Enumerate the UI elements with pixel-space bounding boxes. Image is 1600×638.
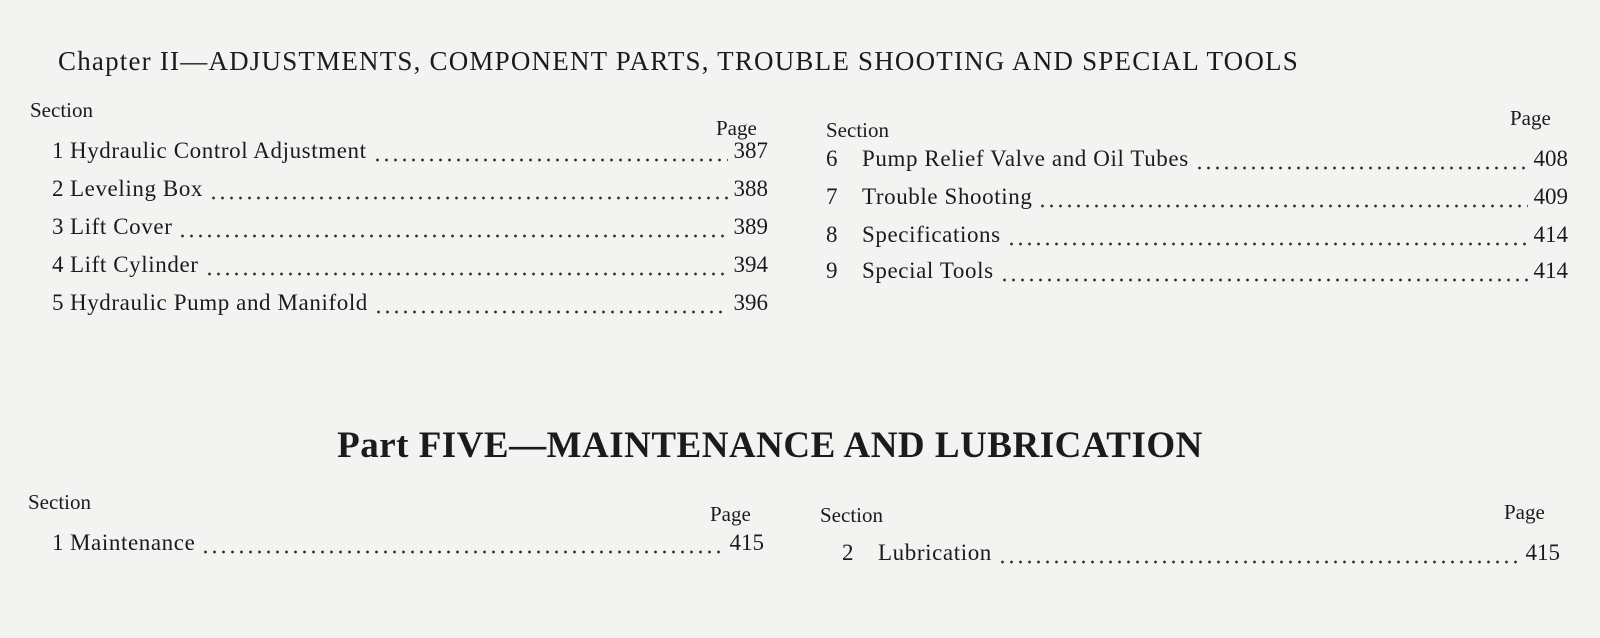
section-number: 1 <box>52 138 64 163</box>
section-number: 9 <box>826 258 838 283</box>
dot-leader <box>373 157 728 163</box>
page-number: 388 <box>733 176 768 201</box>
section-title: Trouble Shooting <box>862 184 1033 209</box>
section-title: Lift Cover <box>70 214 173 239</box>
section-number: 2 <box>842 540 854 565</box>
page-number: 389 <box>733 214 768 239</box>
section-title: Lift Cylinder <box>70 252 199 277</box>
section-number: 8 <box>826 222 838 247</box>
dot-leader <box>1195 165 1528 171</box>
section-title: Leveling Box <box>70 176 204 201</box>
dot-leader <box>1000 277 1528 283</box>
section-title: Hydraulic Pump and Manifold <box>70 290 368 315</box>
dot-leader <box>209 195 727 201</box>
dot-leader <box>201 549 723 555</box>
section-number: 5 <box>52 290 64 315</box>
page-number: 409 <box>1533 184 1568 209</box>
section-header-right: Section <box>820 503 883 527</box>
section-title: Special Tools <box>862 258 994 283</box>
dot-leader <box>1038 203 1527 209</box>
page-header-left: Page <box>716 116 757 140</box>
section-number: 7 <box>826 184 838 209</box>
part-title: Part FIVE—MAINTENANCE AND LUBRICATION <box>337 425 1203 466</box>
page-number: 387 <box>733 138 768 163</box>
page-number: 408 <box>1533 146 1568 171</box>
page-header-right: Page <box>1510 106 1551 130</box>
toc-entry[interactable] <box>826 222 1568 252</box>
page-number: 414 <box>1533 258 1568 283</box>
dot-leader <box>1007 241 1528 247</box>
section-header-right: Section <box>826 118 889 142</box>
toc-entry[interactable] <box>826 146 1568 176</box>
dot-leader <box>374 309 728 315</box>
page-header-left: Page <box>710 502 751 526</box>
section-title: Pump Relief Valve and Oil Tubes <box>862 146 1189 171</box>
toc-entry[interactable] <box>34 138 768 168</box>
page-number: 394 <box>733 252 768 277</box>
section-number: 1 <box>52 530 64 555</box>
section-number: 4 <box>52 252 64 277</box>
toc-entry[interactable] <box>842 540 1560 570</box>
section-header-left: Section <box>30 98 93 122</box>
section-number: 3 <box>52 214 64 239</box>
toc-entry[interactable] <box>34 252 768 282</box>
page-number: 415 <box>729 530 764 555</box>
toc-entry[interactable] <box>34 214 768 244</box>
section-header-left: Section <box>28 490 91 514</box>
page-header-right: Page <box>1504 500 1545 524</box>
toc-entry[interactable] <box>34 530 764 560</box>
section-title: Hydraulic Control Adjustment <box>70 138 367 163</box>
dot-leader <box>178 233 727 239</box>
section-number: 2 <box>52 176 64 201</box>
page-number: 415 <box>1525 540 1560 565</box>
page-number: 414 <box>1533 222 1568 247</box>
chapter-title: Chapter II—ADJUSTMENTS, COMPONENT PARTS, TROUBLE SHOOTING AND SPECIAL TOOLS <box>58 46 1299 76</box>
dot-leader <box>998 559 1520 565</box>
section-title: Lubrication <box>878 540 992 565</box>
toc-entry[interactable] <box>826 258 1568 288</box>
section-title: Specifications <box>862 222 1001 247</box>
page-number: 396 <box>733 290 768 315</box>
toc-entry[interactable] <box>826 184 1568 214</box>
toc-entry[interactable] <box>34 176 768 206</box>
section-number: 6 <box>826 146 838 171</box>
section-title: Maintenance <box>70 530 196 555</box>
dot-leader <box>205 271 728 277</box>
toc-entry[interactable] <box>34 290 768 320</box>
